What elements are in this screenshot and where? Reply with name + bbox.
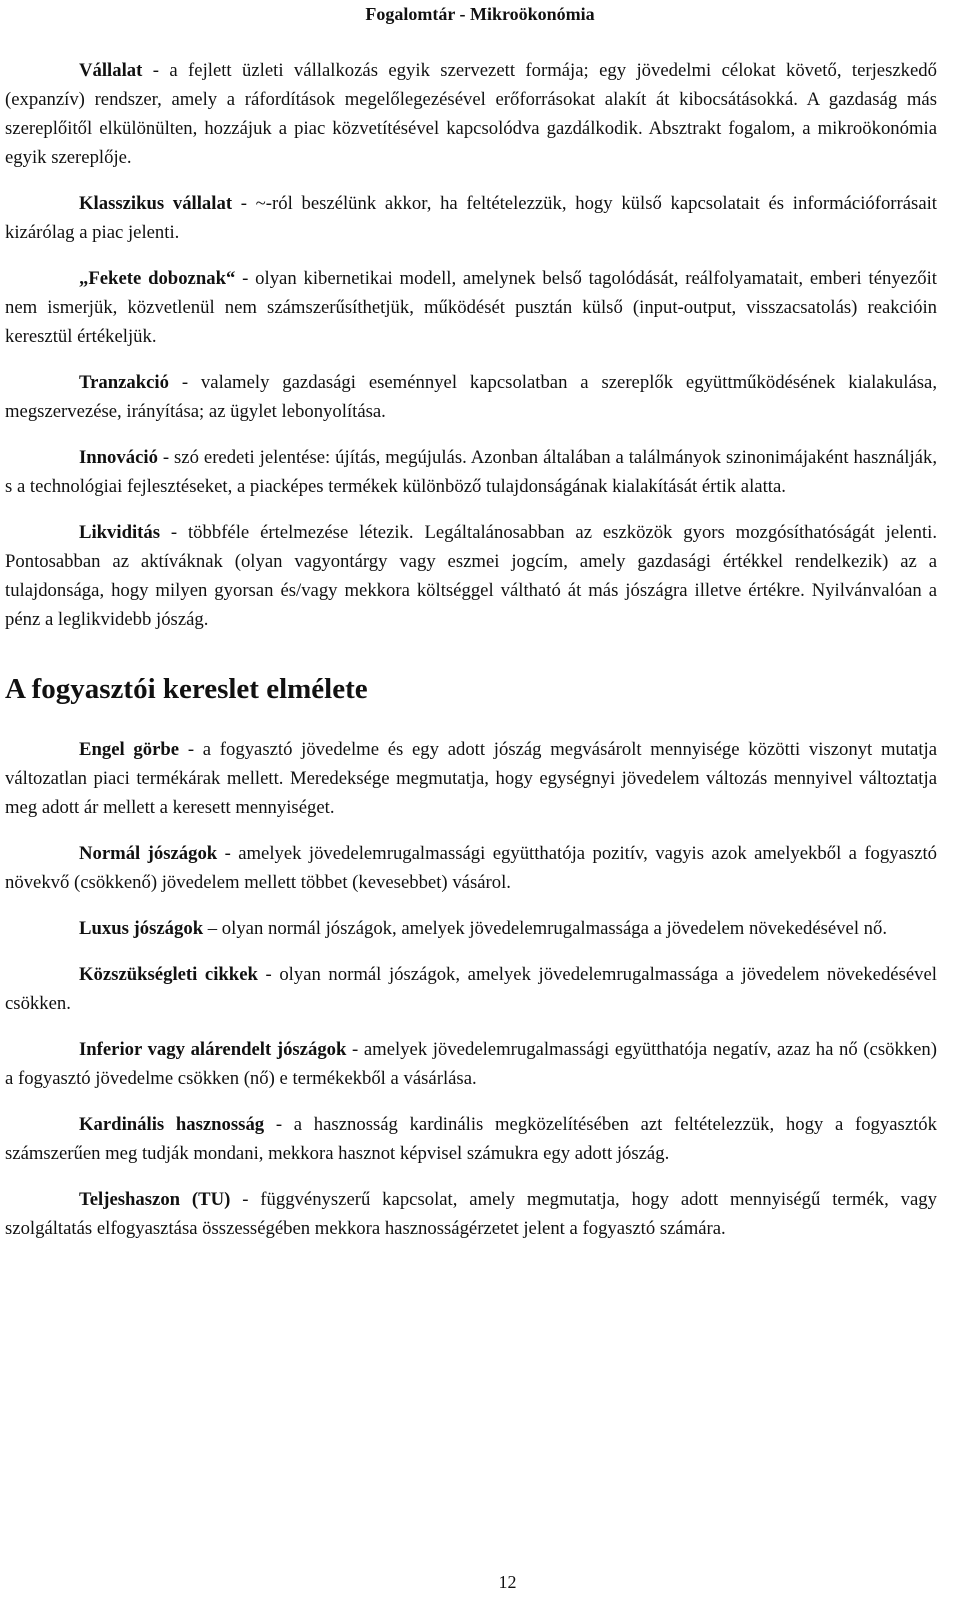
entry-term: Engel görbe — [79, 739, 180, 760]
entry-definition: - függvényszerű kapcsolat, amely megmutatja, hogy adott mennyiségű termék, vagy szolgáltatás elfogyasztása összességében mekkora hasznosságérzetet jelent a fogyasztó számára. — [5, 1189, 937, 1239]
entry-term: Kardinális hasznosság — [79, 1114, 265, 1135]
glossary-entry-tranzakcio — [5, 368, 937, 426]
entry-definition: - a fogyasztó jövedelme és egy adott jószág megvásárolt mennyisége közötti viszonyt mutatja változatlan piaci termékárak mellett. Meredeksége megmutatja, hogy egységnyi jövedelem változás mennyivel változtatja meg adott ár mellett a keresett mennyiséget. — [5, 739, 937, 818]
entry-term: Tranzakció — [79, 372, 169, 393]
entry-term: Innováció — [79, 447, 158, 468]
glossary-entry-normal-joszagok — [5, 839, 937, 897]
glossary-entry-engel-gorbe — [5, 735, 937, 822]
glossary-entry-likviditas — [5, 518, 937, 634]
entry-term: Közszükségleti cikkek — [79, 964, 258, 985]
entry-term: Luxus jószágok — [79, 918, 204, 939]
entry-definition: – olyan normál jószágok, amelyek jövedelemrugalmassága a jövedelem növekedésével nő. — [203, 918, 888, 939]
entry-definition: - a fejlett üzleti vállalkozás egyik szervezett formája; egy jövedelmi célokat követő, terjeszkedő (expanzív) rendszer, amely a ráfordítások megelőlegezésével erőforrásokat alakít át kibocsátásokká. A gazdaság más szereplőitől elkülönülten, hozzájuk a piac közvetítésével kapcsolódva gazdálkodik. Absztrakt fogalom, a mikroökonómia egyik szereplője. — [5, 60, 937, 168]
section-heading: A fogyasztói kereslet elmélete — [5, 673, 368, 705]
entry-definition: - többféle értelmezése létezik. Legáltalánosabban az eszközök gyors mozgósíthatóságát jelenti. Pontosabban az aktíváknak (olyan vagyontárgy vagy eszmei jogcím, amely gazdasági értékkel rendelkezik) az a tulajdonsága, hogy milyen gyorsan és/vagy mekkora költséggel váltható át más jószágra illetve értékre. Nyilvánvalóan a pénz a leglikvidebb jószág. — [5, 522, 937, 630]
glossary-entry-vallalat — [5, 56, 937, 172]
glossary-entry-luxus-joszagok — [5, 914, 937, 943]
entry-definition: - valamely gazdasági eseménnyel kapcsolatban a szereplők együttműködésének kialakulása, megszervezése, irányítása; az ügylet lebonyolítása. — [5, 372, 937, 422]
entry-definition: - szó eredeti jelentése: újítás, megújulás. Azonban általában a találmányok szinonimájaként használják, s a technológiai fejlesztéseket, a piacképes termékek különböző tulajdonságának kialakítását értik alatta. — [5, 447, 937, 497]
entry-term: Vállalat — [79, 60, 143, 81]
entry-definition: - ~-ról beszélünk akkor, ha feltételezzük, hogy külső kapcsolatait és információforrásait kizárólag a piac jelenti. — [5, 193, 937, 243]
page-number: 12 — [498, 1572, 517, 1592]
entry-definition: - olyan kibernetikai modell, amelynek belső tagolódását, reálfolyamatait, emberi tényezőit nem ismerjük, közvetlenül nem számszerűsíthetjük, működését pusztán külső (input-output, visszacsatolás) reakcióin keresztül értékeljük. — [5, 268, 938, 347]
entry-definition: - a hasznosság kardinális megközelítésében azt feltételezzük, hogy a fogyasztók számszerűen meg tudják mondani, mekkora hasznot képvisel számukra egy adott jószág. — [5, 1114, 937, 1164]
glossary-entry-innovacio — [5, 443, 937, 501]
entry-term: Likviditás — [79, 522, 161, 543]
entry-definition: - amelyek jövedelemrugalmassági együtthatója pozitív, vagyis azok amelyekből a fogyasztó növekvő (csökkenő) jövedelem mellett többet (kevesebbet) vásárol. — [5, 843, 937, 893]
page-header: Fogalomtár - Mikroökonómia — [365, 4, 595, 24]
entry-definition: - amelyek jövedelemrugalmassági együtthatója negatív, azaz ha nő (csökken) a fogyasztó jövedelme csökken (nő) e termékekből a vásárlása. — [5, 1039, 937, 1089]
glossary-entry-fekete-doboz — [5, 264, 937, 351]
glossary-entry-klasszikus-vallalat — [5, 189, 937, 247]
entry-term: Inferior vagy alárendelt jószágok — [79, 1039, 347, 1060]
entry-term: Normál jószágok — [79, 843, 218, 864]
glossary-entry-kozszuksegleti-cikkek — [5, 960, 937, 1018]
entry-term: Klasszikus vállalat — [79, 193, 233, 214]
glossary-entry-teljeshaszon — [5, 1185, 937, 1243]
entry-term: Teljeshaszon (TU) — [79, 1189, 231, 1210]
document-body — [5, 56, 937, 1260]
glossary-entry-inferior-joszagok — [5, 1035, 937, 1093]
glossary-entry-kardinalis-hasznossag — [5, 1110, 937, 1168]
entry-term: „Fekete doboznak“ — [79, 268, 236, 289]
entry-definition: - olyan normál jószágok, amelyek jövedelemrugalmassága a jövedelem növekedésével csökken. — [5, 964, 937, 1014]
